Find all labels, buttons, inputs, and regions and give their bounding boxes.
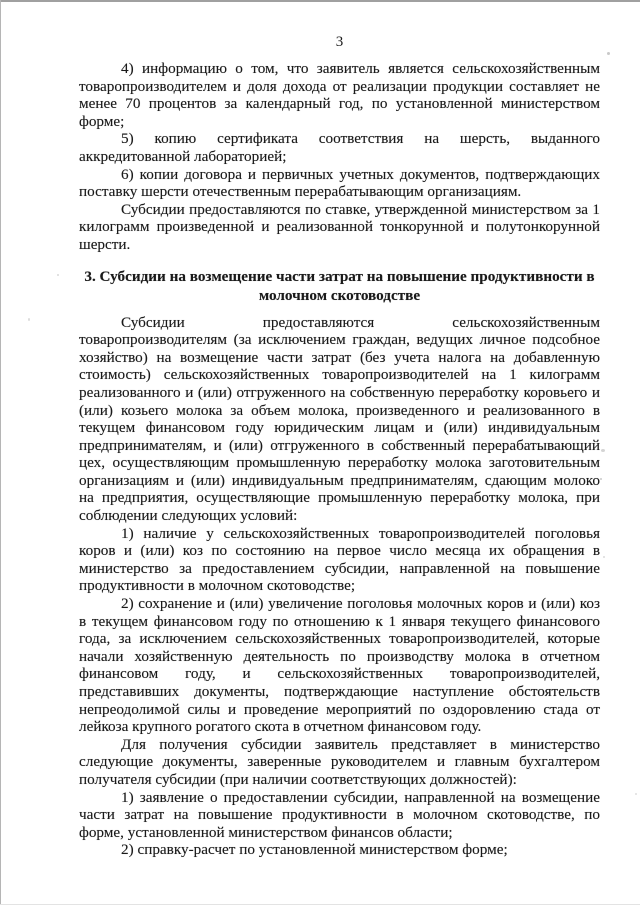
scan-speck — [607, 52, 610, 55]
scan-border-top — [0, 0, 640, 2]
scan-speck — [603, 556, 605, 558]
body-paragraph-condition-2: 2) сохранение и (или) увеличение поголовья молочных коров и (или) коз в текущем финансовом году по отношению к 1 января текущего финансового года, за исключением сельскохозяйственных товаропроизводителей, которые начали хозяйственную деятельность по производству молока в отчетном финансовом году, и сельскохозяйственных товаропроизводителей, представивших документы, подтверждающие наступление обстоятельств непреодолимой силы и проведение мероприятий по оздоровлению стада от лейкоза крупного рогатого скота в отчетном финансовом году. — [79, 595, 600, 736]
scan-speck — [57, 274, 59, 276]
page-number: 3 — [335, 34, 344, 50]
document-body — [79, 60, 600, 859]
body-paragraph-rate: Субсидии предоставляются по ставке, утвержденной министерством за 1 килограмм произведенной и реализованной тонкорунной и полутонкорунной шерсти. — [79, 200, 600, 253]
scan-speck — [635, 793, 637, 795]
body-paragraph-condition-1: 1) наличие у сельскохозяйственных товаропроизводителей поголовья коров и (или) коз по состоянию на первое число месяца их обращения в министерство за предоставлением субсидии, направленной на повышение продуктивности в молочном скотоводстве; — [79, 524, 600, 595]
scan-speck — [28, 318, 30, 321]
body-paragraph-item-6: 6) копии договора и первичных учетных документов, подтверждающих поставку шерсти отечественным перерабатывающим организациям. — [79, 165, 600, 201]
body-paragraph-item-4: 4) информацию о том, что заявитель является сельскохозяйственным товаропроизводителем и доля дохода от реализации продукции составляет не менее 70 процентов за календарный год, по установленной министерством форме; — [79, 60, 600, 130]
section-heading: 3. Субсидии на возмещение части затрат на повышение продуктивности в молочном скотоводстве — [84, 267, 595, 305]
scan-speck — [601, 449, 605, 452]
body-paragraph-subsidy-terms: Субсидии предоставляются сельскохозяйственным товаропроизводителям (за исключением граждан, ведущих личное подсобное хозяйство) на возмещение части затрат (без учета налога на добавленную стоимость) сельскохозяйственных товаропроизводителей на 1 килограмм реализованного и (или) отгруженного на собственную переработку коровьего и (или) козьего молока за объем молока, произведенного и реализованного в текущем финансовом году юридическим лицам и (или) индивидуальным предпринимателям, и (или) отгруженного в собственный перерабатывающий цех, осуществляющим промышленную переработку молока заготовительным организациям и (или) индивидуальным предпринимателям, сдающим молоко на предприятия, осуществляющие промышленную переработку молока, при соблюдении следующих условий: — [79, 313, 600, 525]
body-paragraph-documents-intro: Для получения субсидии заявитель представляет в министерство следующие документы, заверенные руководителем и главным бухгалтером получателя субсидии (при наличии соответствующих должностей): — [79, 735, 600, 788]
body-paragraph-item-5: 5) копию сертификата соответствия на шерсть, выданного аккредитованной лабораторией; — [79, 130, 600, 165]
scan-speck — [600, 478, 602, 480]
scan-border-left — [0, 0, 1, 905]
body-paragraph-document-1: 1) заявление о предоставлении субсидии, направленной на возмещение части затрат на повышение продуктивности в молочном скотоводстве, по форме, установленной министерством финансов области; — [79, 788, 600, 841]
body-paragraph-document-2: 2) справку-расчет по установленной министерством форме; — [121, 841, 508, 859]
